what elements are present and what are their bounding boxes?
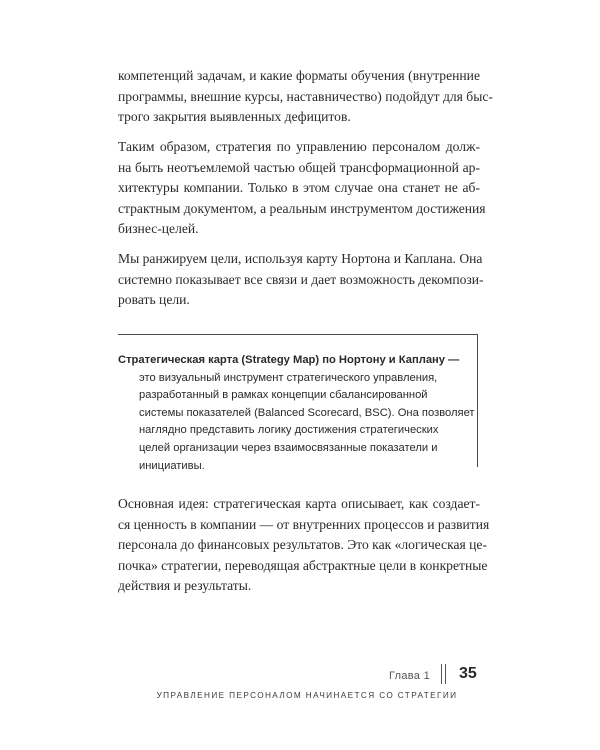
running-title: УПРАВЛЕНИЕ ПЕРСОНАЛОМ НАЧИНАЕТСЯ СО СТРАТЕГИИ xyxy=(156,691,458,700)
text-line: персонала до финансовых результатов. Это как «логическая це- xyxy=(118,537,487,552)
footer-divider xyxy=(441,664,446,684)
text-line: действия и результаты. xyxy=(118,578,252,593)
paragraph-4 xyxy=(118,494,490,597)
text-line: страктным документом, а реальным инструментом достижения xyxy=(118,200,486,216)
text-line: почка» стратегии, переводящая абстрактные цели в конкретные xyxy=(118,557,488,573)
definition-line: целей организации через взаимосвязанные показатели и xyxy=(139,441,438,454)
definition-line: инициативы. xyxy=(139,459,205,472)
text-line: ровать цели. xyxy=(118,292,190,307)
definition-line: разработанный в рамках концепции сбалансированной xyxy=(139,389,428,402)
paragraph-2 xyxy=(118,137,486,240)
text-line: Основная идея: стратегическая карта описывает, как создает- xyxy=(118,496,480,511)
text-line: на быть неотъемлемой частью общей трансформационной ар- xyxy=(118,159,480,175)
definition-line: системы показателей (Balanced Scorecard, BSC). Она позволяет xyxy=(139,406,475,419)
definition-line: наглядно представить логику достижения стратегических xyxy=(139,424,439,437)
text-line: бизнес-целей. xyxy=(118,221,199,236)
text-line: ся ценность в компании — от внутренних процессов и развития xyxy=(118,516,490,532)
definition-term: Стратегическая карта (Strategy Map) по Нортону и Каплану — xyxy=(118,354,460,366)
text-line: системно показывает все связи и дает возможность декомпози- xyxy=(118,271,484,287)
text-line: Мы ранжируем цели, используя карту Нортона и Каплана. Она xyxy=(118,251,483,266)
text-line: хитектуры компании. Только в этом случае она станет не аб- xyxy=(118,180,480,195)
page-number: 35 xyxy=(459,665,477,682)
text-line: программы, внешние курсы, наставничество) подойдут для быс- xyxy=(118,88,493,104)
chapter-label: Глава 1 xyxy=(389,670,430,682)
text-line: трого закрытия выявленных дефицитов. xyxy=(118,109,351,124)
paragraph-1 xyxy=(118,66,493,128)
text-line: компетенций задачам, и какие форматы обучения (внутренние xyxy=(118,68,480,83)
paragraph-3 xyxy=(118,249,484,311)
text-line: Таким образом, стратегия по управлению персоналом долж- xyxy=(118,139,480,154)
definition-line: это визуальный инструмент стратегического управления, xyxy=(139,371,438,384)
definition-box xyxy=(118,352,475,475)
